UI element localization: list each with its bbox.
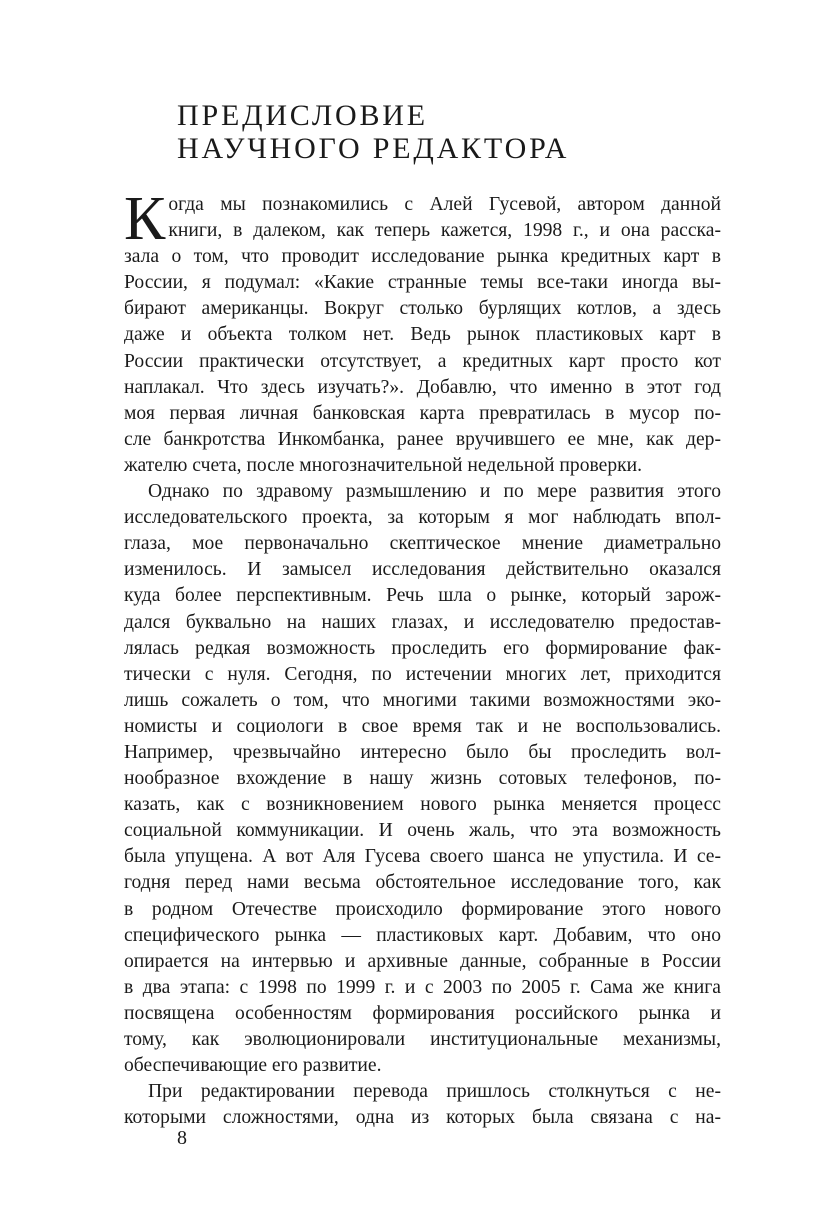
text-line: России практически отсутствует, а кредитных карт просто кот xyxy=(124,350,721,372)
paragraph xyxy=(124,1079,721,1131)
text-line: дался буквально на наших глазах, и исследователю предостав- xyxy=(124,611,721,633)
text-line: в родном Отечестве происходило формирование этого нового xyxy=(124,898,721,920)
text-line: наплакал. Что здесь изучать?». Добавлю, что именно в этот год xyxy=(124,376,721,398)
page-number: 8 xyxy=(177,1127,187,1149)
text-line: России, я подумал: «Какие странные темы все-таки иногда вы- xyxy=(124,272,721,294)
text-line: Например, чрезвычайно интересно было бы проследить вол- xyxy=(124,741,721,763)
text-line: Однако по здравому размышлению и по мере развития этого xyxy=(148,481,721,503)
text-line: казать, как с возникновением нового рынка меняется процесс xyxy=(124,794,721,816)
text-line: опирается на интервью и архивные данные, собранные в России xyxy=(124,950,721,972)
text-line: тически с нуля. Сегодня, по истечении многих лет, приходится xyxy=(124,663,721,685)
text-line: зала о том, что проводит исследование рынка кредитных карт в xyxy=(124,246,721,268)
text-line: изменилось. И замысел исследования действительно оказался xyxy=(124,559,721,581)
body-text xyxy=(124,185,721,1131)
page-title-line: НАУЧНОГО РЕДАКТОРА xyxy=(177,132,570,165)
text-line: При редактировании перевода пришлось столкнуться с не- xyxy=(148,1081,721,1103)
text-line: бирают американцы. Вокруг столько бурлящих котлов, а здесь xyxy=(124,298,721,320)
text-line: моя первая личная банковская карта превратилась в мусор по- xyxy=(124,402,721,424)
text-line: социальной коммуникации. И очень жаль, что эта возможность xyxy=(124,820,721,842)
text-line: куда более перспективным. Речь шла о рынке, который зарож- xyxy=(124,585,721,607)
text-line: сле банкротства Инкомбанка, ранее вручившего ее мне, как дер- xyxy=(124,428,721,450)
text-line: в два этапа: с 1998 по 1999 г. и с 2003 по 2005 г. Сама же книга xyxy=(124,976,721,998)
text-line: глаза, мое первоначально скептическое мнение диаметрально xyxy=(124,533,721,555)
text-line: обеспечивающие его развитие. xyxy=(124,1055,382,1077)
text-line: даже и объекта толком нет. Ведь рынок пластиковых карт в xyxy=(124,324,721,346)
text-line: которыми сложностями, одна из которых была связана с на- xyxy=(124,1107,721,1129)
text-line: исследовательского проекта, за которым я мог наблюдать впол- xyxy=(124,507,721,529)
text-line: жателю счета, после многозначительной недельной проверки. xyxy=(124,454,643,476)
text-line: номисты и социологи в свое время так и не воспользовались. xyxy=(124,715,721,737)
paragraph xyxy=(124,185,721,479)
page-title xyxy=(177,99,569,165)
text-line: нообразное вхождение в нашу жизнь сотовых телефонов, по- xyxy=(124,768,721,790)
text-line: лялась редкая возможность проследить его формирование фак- xyxy=(124,637,721,659)
text-line: была упущена. А вот Аля Гусева своего шанса не упустила. И се- xyxy=(124,846,721,868)
text-line: тому, как эволюционировали институциональные механизмы, xyxy=(124,1029,721,1050)
text-line: книги, в далеком, как теперь кажется, 1998 г., и она расска- xyxy=(168,220,721,242)
text-line: огда мы познакомились с Алей Гусевой, автором данной xyxy=(168,194,721,215)
text-line: лишь сожалеть о том, что многими такими возможностями эко- xyxy=(124,689,721,711)
text-line: специфического рынка — пластиковых карт. Добавим, что оно xyxy=(124,924,721,946)
paragraph xyxy=(124,479,721,1079)
text-line: годня перед нами весьма обстоятельное исследование того, как xyxy=(124,872,721,894)
text-line: посвящена особенностям формирования российского рынка и xyxy=(124,1002,721,1024)
page-title-line: ПРЕДИСЛОВИЕ xyxy=(177,99,428,132)
drop-cap: К xyxy=(124,185,166,253)
